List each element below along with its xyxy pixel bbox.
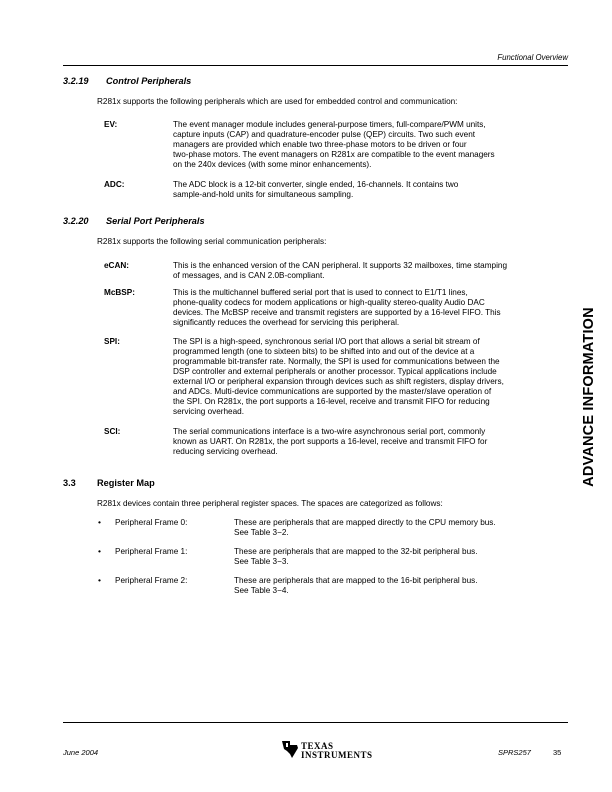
description-line: The ADC block is a 12-bit converter, single ended, 16-channels. It contains two [173, 180, 459, 189]
running-header: Functional Overview [497, 53, 568, 62]
definition-term-adc: ADC: [104, 180, 125, 189]
peripheral-frame-2-name: Peripheral Frame 2: [115, 576, 188, 585]
description-line: the SPI. On R281x, the port supports a 16-level, receive and transmit FIFO for reducing [173, 397, 490, 406]
footer-date: June 2004 [63, 748, 99, 757]
page-number: 35 [553, 748, 562, 757]
section-title: Serial Port Peripherals [106, 216, 205, 226]
description-line: devices. The McBSP receive and transmit registers are supported by a 16-level FIFO. This [173, 308, 501, 317]
description-line: and ADCs. Multi-device communications are supported by the master/slave operation of [173, 387, 492, 396]
footer-document-id: SPRS257 [498, 748, 531, 757]
description-line: These are peripherals that are mapped directly to the CPU memory bus. [234, 518, 496, 527]
table-reference: See Table 3−2. [234, 528, 289, 537]
peripheral-frame-1-description [234, 547, 568, 567]
description-line: two-phase motors. The event managers on R281x are compatible to the event managers [173, 150, 495, 159]
description-line: external I/O or peripheral expansion through devices such as shift registers, display drivers, [173, 377, 504, 386]
table-reference: See Table 3−3. [234, 557, 289, 566]
bullet-marker: • [98, 575, 101, 585]
bullet-marker: • [98, 517, 101, 527]
description-line: The serial communications interface is a two-wire asynchronous serial port, commonly [173, 427, 486, 436]
section-title: Control Peripherals [106, 76, 192, 86]
description-line: significantly reduces the overhead for servicing this peripheral. [173, 318, 400, 327]
peripheral-frame-0-description [234, 518, 568, 538]
description-line: DSP controller and external peripherals or another processor. Typical applications include [173, 367, 497, 376]
section-number: 3.2.20 [63, 216, 89, 226]
logo-line-2: INSTRUMENTS [301, 750, 373, 760]
section-heading-serial-port-peripherals [63, 216, 205, 226]
definition-description-spi [173, 337, 568, 417]
definition-term-ecan: eCAN: [104, 261, 130, 270]
table-reference: See Table 3−4. [234, 586, 289, 595]
definition-description-sci [173, 427, 568, 457]
texas-instruments-logo [281, 739, 373, 761]
description-line: capture inputs (CAP) and quadrature-encoder pulse (QEP) circuits. Two such event [173, 130, 476, 139]
logo-line-1: TEXAS [301, 741, 334, 751]
section-title: Register Map [97, 478, 155, 488]
section-intro: R281x supports the following serial communication peripherals: [97, 237, 327, 246]
definition-term-ev: EV: [104, 120, 118, 129]
description-line: These are peripherals that are mapped to the 16-bit peripheral bus. [234, 576, 478, 585]
description-line: phone-quality codecs for modem applications or high-quality stereo-quality Audio DAC [173, 298, 485, 307]
description-line: reducing servicing overhead. [173, 447, 278, 456]
description-line: programmed length (one to sixteen bits) to be shifted into and out of the device at a [173, 347, 475, 356]
definition-term-sci: SCI: [104, 427, 121, 436]
section-number: 3.2.19 [63, 76, 89, 86]
peripheral-frame-1-name: Peripheral Frame 1: [115, 547, 188, 556]
advance-information-banner [578, 283, 600, 510]
section-number: 3.3 [63, 478, 76, 488]
definition-description-mcbsp [173, 288, 568, 328]
description-line: servicing overhead. [173, 407, 244, 416]
definition-description-adc [173, 180, 568, 200]
description-line: The event manager module includes general-purpose timers, full-compare/PWM units, [173, 120, 486, 129]
description-line: The SPI is a high-speed, synchronous serial I/O port that allows a serial bit stream of [173, 337, 480, 346]
footer-rule [63, 722, 568, 723]
description-line: programmable bit-transfer rate. Normally, the SPI is used for communications between the [173, 357, 500, 366]
description-line: sample-and-hold units for simultaneous sampling. [173, 190, 354, 199]
definition-term-spi: SPI: [104, 337, 120, 346]
banner-text: ADVANCE INFORMATION [581, 306, 597, 487]
description-line: known as UART. On R281x, the port supports a 16-level, receive and transmit FIFO for [173, 437, 488, 446]
section-heading-control-peripherals [63, 76, 191, 86]
description-line: These are peripherals that are mapped to the 32-bit peripheral bus. [234, 547, 478, 556]
header-rule [63, 65, 568, 66]
section-intro: R281x supports the following peripherals which are used for embedded control and communication: [97, 97, 458, 106]
definition-description-ev [173, 120, 568, 170]
description-line: of messages, and is CAN 2.0B-compliant. [173, 271, 325, 280]
definition-description-ecan [173, 261, 568, 281]
description-line: This is the enhanced version of the CAN peripheral. It supports 32 mailboxes, time stamping [173, 261, 508, 270]
definition-term-mcbsp: McBSP: [104, 288, 135, 297]
description-line: managers are provided which enable two three-phase motors to be driven or four [173, 140, 467, 149]
description-line: This is the multichannel buffered serial port that is used to connect to E1/T1 lines, [173, 288, 468, 297]
ti-state-icon [281, 739, 299, 759]
section-intro: R281x devices contain three peripheral register spaces. The spaces are categorized as follows: [97, 499, 443, 508]
peripheral-frame-2-description [234, 576, 568, 596]
section-heading-register-map [63, 478, 155, 488]
bullet-marker: • [98, 546, 101, 556]
description-line: on the 240x devices (with some minor enhancements). [173, 160, 372, 169]
peripheral-frame-0-name: Peripheral Frame 0: [115, 518, 188, 527]
